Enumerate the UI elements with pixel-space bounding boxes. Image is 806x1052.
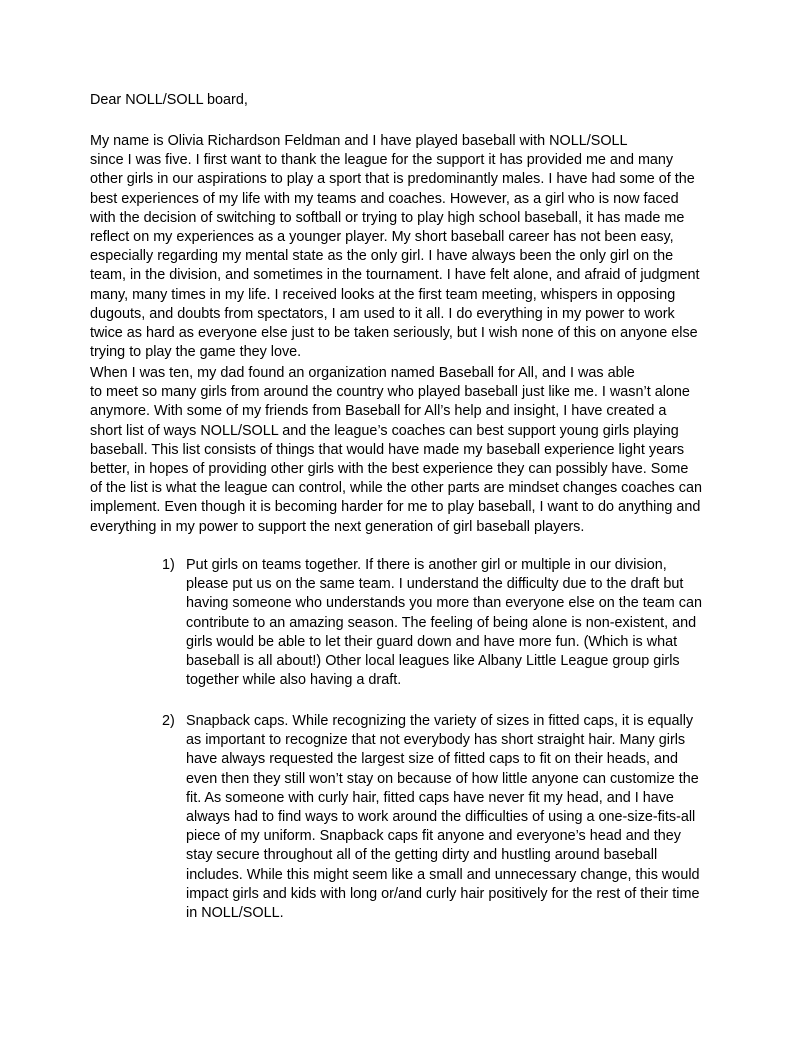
list-text: Put girls on teams together. If there is another girl or multiple in our division, please put us on the same team. I understand the difficulty due to the draft but having someone who understands you more than everyone else on the team can contribute to an amazing season. The feeling of being alone is non-existent, and girls would be able to let their guard down and have more fun. (Which is what baseball is all about!) Other local leagues like Albany Little League group girls together while also having a draft.	[186, 557, 702, 689]
paragraph-1: My name is Olivia Richardson Feldman and I have played baseball with NOLL/SOLL since I was five. I first want to thank the league for the support it has provided me and many other girls in our aspirations to play a sport that is predominantly males. I have had some of the best experiences of my life with my teams and coaches. However, as a girl who is now faced with the decision of switching to softball or trying to play high school baseball, it has made me reflect on my experiences as a younger player. My short baseball career has not been easy, especially regarding my mental state as the only girl. I have always been the only girl on the team, in the division, and sometimes in the tournament. I have felt alone, and afraid of judgment many, many times in my life. I received looks at the first team meeting, whispers in opposing dugouts, and doubts from spectators, I am used to it all. I do everything in my power to work twice as hard as everyone else just to be taken seriously, but I wish none of this on anyone else trying to play the game they love.	[90, 133, 700, 361]
list-text: Snapback caps. While recognizing the variety of sizes in fitted caps, it is equally as important to recognize that not everybody has short straight hair. Many girls have always requested the largest size of fitted caps to fit on their heads, and even then they still won’t stay on because of how little anyone can customize the fit. As someone with curly hair, fitted caps have never fit my head, and I have always had to find ways to work around the difficulties of using a one-size-fits-all piece of my uniform. Snapback caps fit anyone and everyone’s head and they stay secure throughout all of the getting dirty and hustling around baseball includes. While this might seem like a small and unnecessary change, this would impact girls and kids with long or/and curly hair positively for the rest of their time in NOLL/SOLL.	[186, 713, 700, 922]
salutation: Dear NOLL/SOLL board,	[90, 92, 248, 108]
list-number: 2)	[162, 713, 175, 729]
paragraph-2: When I was ten, my dad found an organization named Baseball for All, and I was able to meet so many girls from around the country who played baseball just like me. I wasn’t alone anymore. With some of my friends from Baseball for All’s help and insight, I have created a short list of ways NOLL/SOLL and the league’s coaches can best support young girls playing baseball. This list consists of things that would have made my baseball experience light years better, in hopes of providing other girls with the best experience they can possibly have. Some of the list is what the league can control, while the other parts are mindset changes coaches can implement. Even though it is becoming harder for me to play baseball, I want to do anything and everything in my power to support the next generation of girl baseball players.	[90, 365, 702, 535]
list-number: 1)	[162, 557, 175, 573]
